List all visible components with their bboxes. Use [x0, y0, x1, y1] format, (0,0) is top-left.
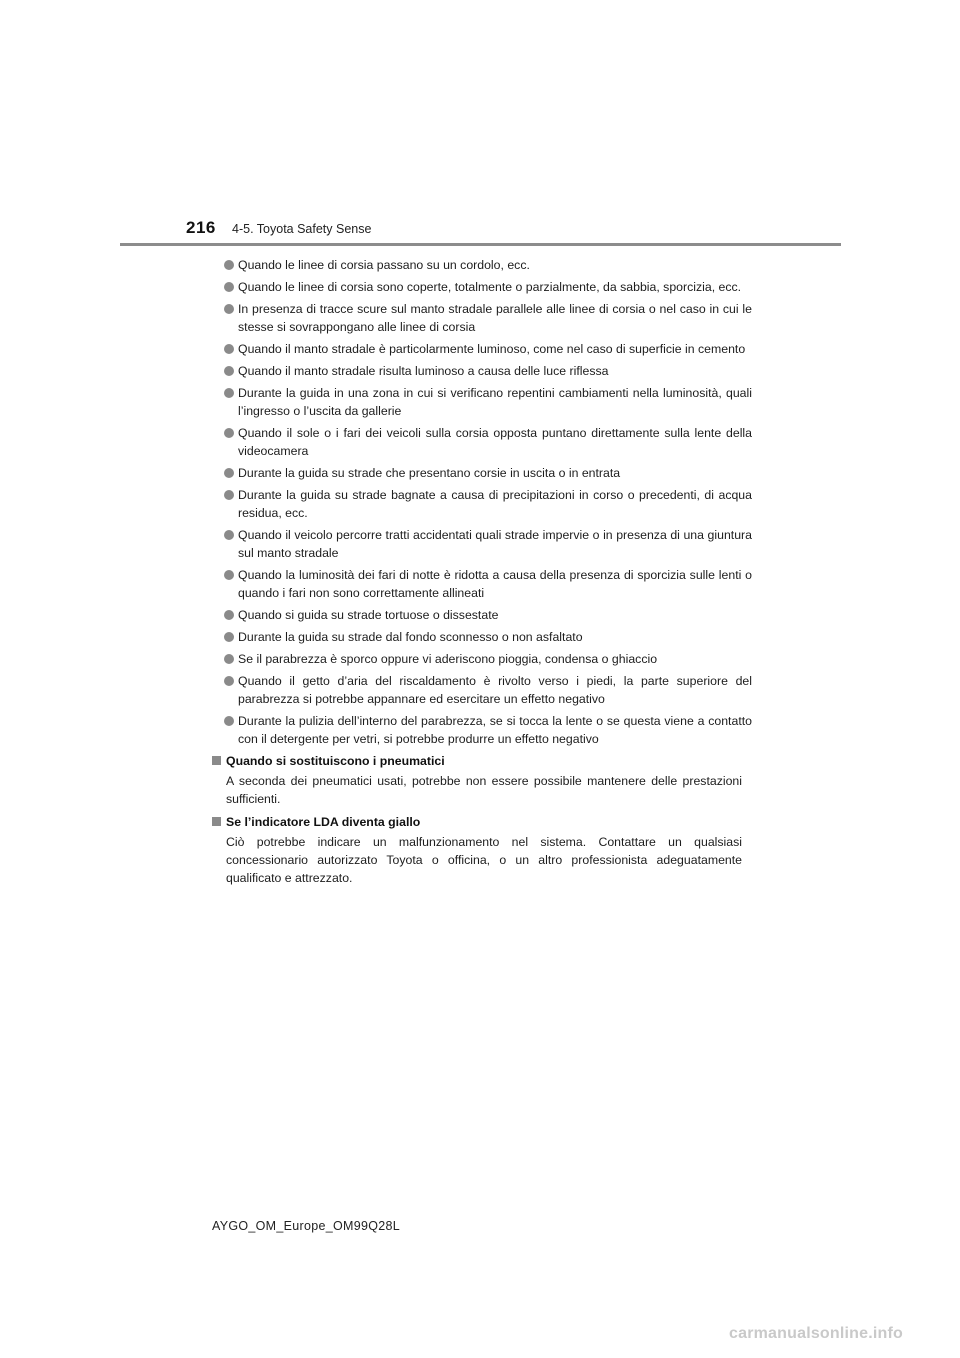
section-heading [212, 813, 752, 831]
section-title: 4-5. Toyota Safety Sense [232, 222, 372, 236]
section-tires [212, 752, 752, 808]
bullet-icon [224, 570, 234, 580]
list-item [212, 650, 752, 668]
main-content [212, 256, 752, 892]
header-rule [120, 243, 841, 246]
section-heading-text: Quando si sostituiscono i pneumatici [226, 754, 445, 768]
section-body: A seconda dei pneumatici usati, potrebbe non essere possibile mantenere delle prestazioni sufficienti. [226, 774, 742, 806]
bullet-icon [224, 654, 234, 664]
list-item [212, 672, 752, 708]
list-item-text: Durante la guida su strade bagnate a causa di precipitazioni in corso o precedenti, di acqua residua, ecc. [238, 488, 752, 520]
list-item [212, 300, 752, 336]
list-item-text: Quando il sole o i fari dei veicoli sulla corsia opposta puntano direttamente sulla lente della videocamera [238, 426, 752, 458]
list-item [212, 606, 752, 624]
section-heading-text: Se l’indicatore LDA diventa giallo [226, 815, 421, 829]
bullet-icon [224, 428, 234, 438]
list-item-text: Quando il manto stradale è particolarmente luminoso, come nel caso di superficie in cemento [238, 342, 746, 356]
list-item [212, 628, 752, 646]
bullet-icon [224, 260, 234, 270]
list-item [212, 256, 752, 274]
list-item-text: Durante la guida su strade dal fondo sconnesso o non asfaltato [238, 630, 583, 644]
list-item-text: Quando il getto d’aria del riscaldamento è rivolto verso i piedi, la parte superiore del parabrezza si potrebbe appannare ed esercitare un effetto negativo [238, 674, 752, 706]
bullet-icon [224, 282, 234, 292]
bullet-icon [224, 610, 234, 620]
list-item-text: Se il parabrezza è sporco oppure vi aderiscono pioggia, condensa o ghiaccio [238, 652, 658, 666]
section-lda-indicator [212, 813, 752, 887]
bullet-icon [224, 304, 234, 314]
bullet-icon [224, 716, 234, 726]
list-item [212, 712, 752, 748]
list-item-text: Quando la luminosità dei fari di notte è ridotta a causa della presenza di sporcizia sulle lenti o quando i fari non sono correttamente allineati [238, 568, 752, 600]
section-heading [212, 752, 752, 770]
bullet-icon [224, 468, 234, 478]
section-body: Ciò potrebbe indicare un malfunzionamento nel sistema. Contattare un qualsiasi concessionario autorizzato Toyota o officina, o un altro professionista adeguatamente qualificato e attrezzato. [226, 835, 742, 885]
watermark: carmanualsonline.info [729, 1325, 904, 1342]
list-item-text: Quando le linee di corsia sono coperte, totalmente o parzialmente, da sabbia, sporcizia, ecc. [238, 280, 742, 294]
list-item-text: Durante la guida su strade che presentano corsie in uscita o in entrata [238, 466, 621, 480]
square-bullet-icon [212, 817, 221, 826]
bullet-icon [224, 676, 234, 686]
list-item [212, 384, 752, 420]
page-number: 216 [186, 218, 216, 237]
list-item [212, 486, 752, 522]
list-item-text: Quando il manto stradale risulta luminoso a causa delle luce riflessa [238, 364, 609, 378]
bullet-icon [224, 530, 234, 540]
list-item-text: In presenza di tracce scure sul manto stradale parallele alle linee di corsia o nel caso in cui le stesse si sovrappongano alle linee di corsia [238, 302, 752, 334]
list-item-text: Quando le linee di corsia passano su un cordolo, ecc. [238, 258, 530, 272]
list-item [212, 278, 752, 296]
list-item-text: Quando si guida su strade tortuose o dissestate [238, 608, 499, 622]
bullet-icon [224, 632, 234, 642]
square-bullet-icon [212, 756, 221, 765]
list-item-text: Durante la guida in una zona in cui si verificano repentini cambiamenti nella luminosità, quali l’ingresso o l’uscita da gallerie [238, 386, 752, 418]
list-item [212, 340, 752, 358]
bullet-icon [224, 366, 234, 376]
list-item-text: Quando il veicolo percorre tratti accidentati quali strade impervie o in presenza di una giuntura sul manto stradale [238, 528, 752, 560]
bullet-icon [224, 490, 234, 500]
bullet-icon [224, 388, 234, 398]
bullet-icon [224, 344, 234, 354]
list-item [212, 464, 752, 482]
document-code: AYGO_OM_Europe_OM99Q28L [212, 1219, 401, 1233]
list-item [212, 362, 752, 380]
list-item [212, 566, 752, 602]
list-item-text: Durante la pulizia dell’interno del parabrezza, se si tocca la lente o se questa viene a contatto con il detergente per vetri, si potrebbe produrre un effetto negativo [238, 714, 752, 746]
list-item [212, 526, 752, 562]
list-item [212, 424, 752, 460]
